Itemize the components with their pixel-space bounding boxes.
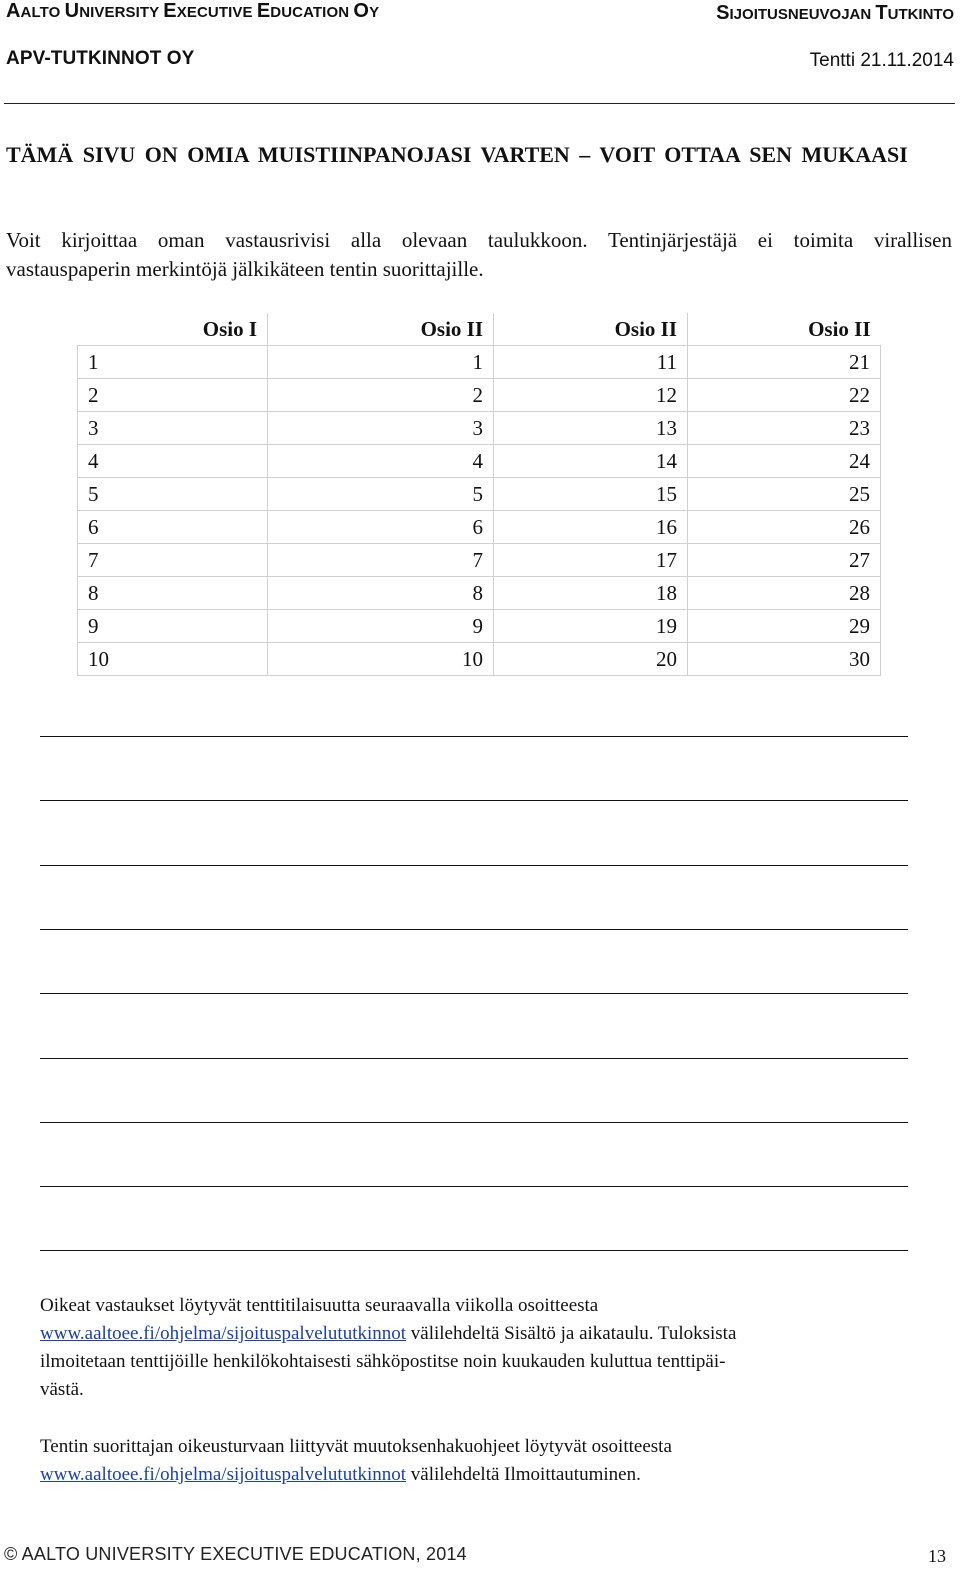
- question-number-cell: 13: [494, 412, 688, 445]
- page-footer: [4, 1544, 946, 1568]
- answer-table-row: [78, 643, 881, 676]
- company-name: APV-TUTKINNOT OY: [6, 48, 195, 69]
- question-number-cell: 23: [688, 412, 881, 445]
- table-header-section: Osio II: [268, 313, 494, 346]
- question-number-cell: 30: [688, 643, 881, 676]
- question-number-cell: 10: [268, 643, 494, 676]
- page-heading: TÄMÄ SIVU ON OMIA MUISTIINPANOJASI VARTEN – VOIT OTTAA SEN MUKAASI: [6, 142, 908, 167]
- org-word-3: EXECUTIVE: [163, 0, 257, 22]
- question-number-cell: 9: [268, 610, 494, 643]
- note-line: [40, 1250, 908, 1251]
- intro-paragraph: [6, 226, 952, 284]
- results-line-1: Oikeat vastaukset löytyvät tenttitilaisuutta seuraavalla viikolla osoitteesta: [40, 1295, 599, 1316]
- note-line: [40, 736, 908, 737]
- question-number-cell: 24: [688, 445, 881, 478]
- table-header-section: Osio I: [78, 313, 268, 346]
- note-line: [40, 865, 908, 866]
- question-number-cell: 5: [268, 478, 494, 511]
- org-word-5: OY: [353, 0, 380, 22]
- question-number-cell: 17: [494, 544, 688, 577]
- exam-date: Tentti 21.11.2014: [809, 50, 954, 71]
- org-word-4: EDUCATION: [256, 0, 354, 22]
- appeal-line-1: Tentin suorittajan oikeusturvaan liittyvät muutoksenhakuohjeet löytyvät osoitteesta: [40, 1436, 672, 1457]
- answer-table-row: [78, 412, 881, 445]
- org-word-1: AALTO: [6, 0, 65, 22]
- note-line: [40, 929, 908, 930]
- question-number-cell: 15: [494, 478, 688, 511]
- question-number-cell: 8: [78, 577, 268, 610]
- question-number-cell: 27: [688, 544, 881, 577]
- results-line-2: www.aaltoee.fi/ohjelma/sijoituspalvelututkinnot välilehdeltä Sisältö ja aikataulu. Tuloksista: [40, 1323, 737, 1344]
- question-number-cell: 7: [268, 544, 494, 577]
- question-number-cell: 7: [78, 544, 268, 577]
- answer-table-row: [78, 577, 881, 610]
- question-number-cell: 16: [494, 511, 688, 544]
- answer-table-row: [78, 445, 881, 478]
- table-header-section: Osio II: [494, 313, 688, 346]
- answer-table-row: [78, 478, 881, 511]
- question-number-cell: 22: [688, 379, 881, 412]
- appeal-info-paragraph: [40, 1433, 944, 1489]
- question-number-cell: 21: [688, 346, 881, 379]
- question-number-cell: 25: [688, 478, 881, 511]
- question-number-cell: 19: [494, 610, 688, 643]
- question-number-cell: 14: [494, 445, 688, 478]
- question-number-cell: 4: [268, 445, 494, 478]
- page-header-bottom: [6, 48, 954, 76]
- question-number-cell: 9: [78, 610, 268, 643]
- answer-table-row: [78, 346, 881, 379]
- note-line: [40, 1186, 908, 1187]
- note-line: [40, 1122, 908, 1123]
- question-number-cell: 6: [78, 511, 268, 544]
- header-divider: [4, 103, 955, 104]
- question-number-cell: 3: [268, 412, 494, 445]
- question-number-cell: 5: [78, 478, 268, 511]
- answer-table-row: [78, 544, 881, 577]
- appeal-link[interactable]: www.aaltoee.fi/ohjelma/sijoituspalvelututkinnot: [40, 1464, 407, 1485]
- footer-copyright: © AALTO UNIVERSITY EXECUTIVE EDUCATION, 2014: [4, 1544, 467, 1564]
- note-line: [40, 800, 908, 801]
- question-number-cell: 29: [688, 610, 881, 643]
- question-number-cell: 4: [78, 445, 268, 478]
- question-number-cell: 1: [78, 346, 268, 379]
- intro-line-1: Voit kirjoittaa oman vastausrivisi alla olevaan taulukkoon. Tentinjärjestäjä ei toimita virallisen: [6, 228, 952, 252]
- note-line: [40, 993, 908, 994]
- question-number-cell: 2: [78, 379, 268, 412]
- answer-table-row: [78, 379, 881, 412]
- results-line-3: ilmoitetaan tenttijöille henkilökohtaisesti sähköpostitse noin kuukauden kuluttua tenttipäi-: [40, 1351, 726, 1372]
- question-number-cell: 20: [494, 643, 688, 676]
- question-number-cell: 8: [268, 577, 494, 610]
- question-number-cell: 1: [268, 346, 494, 379]
- answer-table: [77, 313, 881, 676]
- intro-line-2: vastauspaperin merkintöjä jälkikäteen tentin suorittajille.: [6, 257, 484, 281]
- question-number-cell: 11: [494, 346, 688, 379]
- question-number-cell: 18: [494, 577, 688, 610]
- question-number-cell: 12: [494, 379, 688, 412]
- answer-table-row: [78, 511, 881, 544]
- page-number: 13: [928, 1546, 946, 1566]
- note-line: [40, 1058, 908, 1059]
- results-line-4: västä.: [40, 1379, 84, 1400]
- page-header-top: [6, 0, 954, 28]
- org-word-2: UNIVERSITY: [64, 0, 164, 22]
- results-info-paragraph: [40, 1292, 944, 1404]
- exam-title: SIJOITUSNEUVOJAN TUTKINTO: [716, 2, 954, 24]
- question-number-cell: 28: [688, 577, 881, 610]
- answer-table-header-row: [78, 313, 881, 346]
- question-number-cell: 6: [268, 511, 494, 544]
- results-link[interactable]: www.aaltoee.fi/ohjelma/sijoituspalvelututkinnot: [40, 1323, 407, 1344]
- question-number-cell: 2: [268, 379, 494, 412]
- question-number-cell: 3: [78, 412, 268, 445]
- question-number-cell: 10: [78, 643, 268, 676]
- appeal-line-2: www.aaltoee.fi/ohjelma/sijoituspalvelututkinnot välilehdeltä Ilmoittautuminen.: [40, 1464, 641, 1485]
- answer-table-row: [78, 610, 881, 643]
- organization-name: [6, 0, 379, 23]
- table-header-section: Osio II: [688, 313, 881, 346]
- answer-table-body: [78, 346, 881, 676]
- question-number-cell: 26: [688, 511, 881, 544]
